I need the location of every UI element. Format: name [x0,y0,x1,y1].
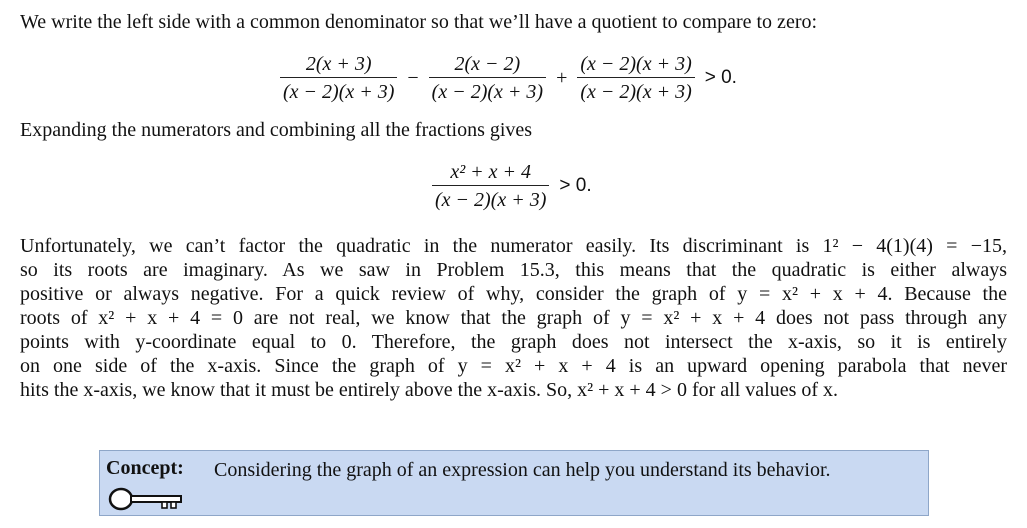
fraction-3 [577,52,694,104]
text-line: hits the x-axis, we know that it must be entirely above the x-axis. So, x² + x + 4 > 0 for all values of x. [20,379,839,401]
combined-fraction [432,160,549,212]
text-line: roots of x² + x + 4 = 0 are not real, we know that the graph of y = x² + x + 4 does not pass through any [20,307,1007,329]
fraction-3-denominator: (x − 2)(x + 3) [577,77,694,104]
text-line: Unfortunately, we can’t factor the quadratic in the numerator easily. Its discriminant is 1² − 4(1)(4) = −15, [20,235,1007,257]
equation-common-denominator [276,50,737,106]
fraction-2 [429,52,546,104]
text-line: on one side of the x-axis. Since the graph of y = x² + x + 4 is an upward opening parabola that never [20,355,1007,377]
combined-numerator: x² + x + 4 [450,161,532,183]
combined-relation: > 0. [559,175,592,196]
inequality-relation: > 0. [704,67,737,88]
minus-operator: − [407,66,419,89]
key-icon [108,487,188,511]
paragraph-expanding: Expanding the numerators and combining all the fractions gives [20,119,533,141]
paragraph-discriminant [20,234,1007,402]
fraction-2-denominator: (x − 2)(x + 3) [429,77,546,104]
paragraph-intro: We write the left side with a common denominator so that we’ll have a quotient to compare to zero: [20,11,818,33]
fraction-1-denominator: (x − 2)(x + 3) [280,77,397,104]
fraction-1-numerator: 2(x + 3) [305,53,372,75]
fraction-2-numerator: 2(x − 2) [454,53,521,75]
text-line: so its roots are imaginary. As we saw in Problem 15.3, this means that the quadratic is either always [20,259,1007,281]
equation-combined [428,158,592,214]
text-line: positive or always negative. For a quick review of why, consider the graph of y = x² + x + 4. Because the [20,283,1007,305]
fraction-1 [280,52,397,104]
plus-operator: + [556,66,568,89]
concept-label: Concept: [106,457,184,479]
combined-denominator: (x − 2)(x + 3) [432,185,549,212]
fraction-3-numerator: (x − 2)(x + 3) [580,53,692,75]
concept-text: Considering the graph of an expression can help you understand its behavior. [214,459,831,481]
text-line: points with y-coordinate equal to 0. Therefore, the graph does not intersect the x-axis, so it is entirely [20,331,1007,353]
concept-box [99,450,929,516]
